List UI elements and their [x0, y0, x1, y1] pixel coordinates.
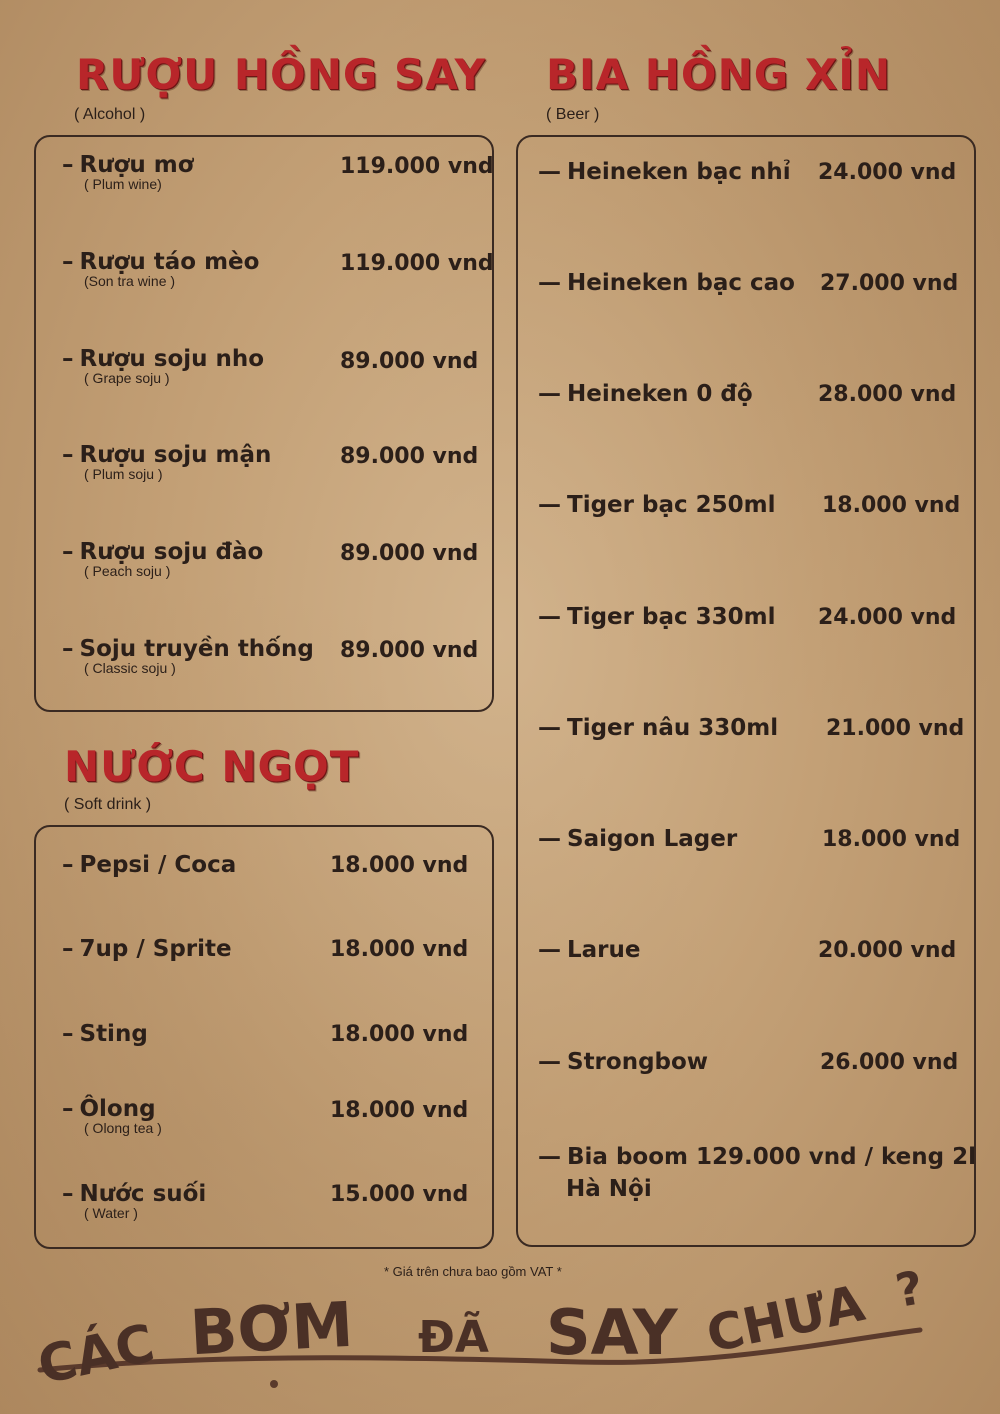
item-name: Soju truyền thống: [79, 636, 314, 662]
beer-subtitle: ( Beer ): [546, 106, 600, 123]
menu-item: — Tiger bạc 330ml: [538, 604, 776, 630]
slogan-word-3: ĐÃ: [418, 1312, 489, 1363]
alcohol-subtitle: ( Alcohol ): [74, 106, 146, 123]
item-price: 119.000 vnd: [340, 251, 494, 276]
menu-item: – Soju truyền thống ( Classic soju ): [62, 636, 314, 676]
item-name: Heineken 0 độ: [567, 381, 753, 407]
item-name: Pepsi / Coca: [79, 852, 237, 878]
item-name: Ôlong: [79, 1096, 156, 1122]
item-name: Nước suối: [79, 1181, 207, 1207]
item-name: Rượu soju nho: [79, 346, 265, 372]
item-price: 24.000 vnd: [818, 160, 957, 185]
menu-item: — Heineken bạc cao: [538, 270, 795, 296]
item-note: ( Olong tea ): [84, 1120, 162, 1136]
item-name: Rượu soju mận: [79, 442, 272, 468]
item-price: 26.000 vnd: [820, 1050, 959, 1075]
item-price: 18.000 vnd: [330, 1098, 469, 1123]
menu-item: – Rượu soju nho ( Grape soju ): [62, 346, 265, 386]
item-note: ( Plum soju ): [84, 466, 163, 482]
slogan-word-4: SAY: [546, 1296, 678, 1369]
item-note: (Son tra wine ): [84, 273, 176, 289]
item-name: Sting: [79, 1021, 148, 1047]
item-price: 18.000 vnd: [822, 827, 961, 852]
item-name: Tiger nâu 330ml: [567, 715, 779, 741]
item-name: Saigon Lager: [567, 826, 738, 852]
item-price: 89.000 vnd: [340, 349, 479, 374]
item-note: ( Classic soju ): [84, 660, 176, 676]
menu-item: – Rượu soju đào ( Peach soju ): [62, 539, 264, 579]
item-price: 21.000 vnd: [826, 716, 965, 741]
item-note: ( Plum wine): [84, 176, 162, 192]
menu-item-bia-boom-line2: [566, 1176, 652, 1202]
menu-item: – Rượu soju mận ( Plum soju ): [62, 442, 272, 482]
item-name: Larue: [567, 937, 641, 963]
item-price: 28.000 vnd: [818, 382, 957, 407]
item-name: Rượu táo mèo: [79, 249, 260, 275]
item-note: ( Water ): [84, 1205, 138, 1221]
menu-item: – Rượu mơ ( Plum wine): [62, 152, 194, 192]
vat-footnote: * Giá trên chưa bao gồm VAT *: [384, 1264, 562, 1279]
item-name: Tiger bạc 250ml: [567, 492, 776, 518]
item-name: Tiger bạc 330ml: [567, 604, 776, 630]
item-price: 20.000 vnd: [818, 938, 957, 963]
item-price: 24.000 vnd: [818, 605, 957, 630]
slogan-question-mark: ?: [891, 1260, 928, 1318]
item-price: 15.000 vnd: [330, 1182, 469, 1207]
item-price: 119.000 vnd: [340, 154, 494, 179]
slogan-word-1: CÁC: [33, 1313, 160, 1397]
soft-drink-title: NƯỚC NGỌT: [64, 742, 360, 791]
item-name: Heineken bạc nhỉ: [567, 159, 791, 185]
menu-item: — Heineken bạc nhỉ: [538, 159, 791, 185]
menu-item: – Sting: [62, 1021, 148, 1047]
item-price: 89.000 vnd: [340, 638, 479, 663]
soft-drink-subtitle: ( Soft drink ): [64, 796, 152, 813]
menu-item: — Larue: [538, 937, 641, 963]
item-note: ( Grape soju ): [84, 370, 170, 386]
menu-item: – 7up / Sprite: [62, 936, 232, 962]
beer-box: [516, 135, 976, 1247]
item-name: Heineken bạc cao: [567, 270, 795, 296]
menu-item: — Saigon Lager: [538, 826, 738, 852]
item-note: ( Peach soju ): [84, 563, 171, 579]
item-name: Strongbow: [567, 1049, 709, 1075]
menu-item: – Nước suối ( Water ): [62, 1181, 207, 1221]
beer-title: BIA HỒNG XỈN: [546, 50, 892, 99]
item-name: Hà Nội: [566, 1176, 652, 1202]
menu-item: — Heineken 0 độ: [538, 381, 753, 407]
alcohol-box: [34, 135, 494, 712]
menu-item: — Strongbow: [538, 1049, 709, 1075]
alcohol-title: RƯỢU HỒNG SAY: [76, 50, 487, 99]
item-price: 18.000 vnd: [330, 853, 469, 878]
menu-item-bia-boom: — Bia boom 129.000 vnd / keng 2l: [538, 1144, 977, 1170]
menu-item: – Rượu táo mèo (Son tra wine ): [62, 249, 260, 289]
item-price: 89.000 vnd: [340, 541, 479, 566]
item-price: 27.000 vnd: [820, 271, 959, 296]
slogan-word-2: BƠM: [188, 1287, 355, 1370]
item-name: Rượu mơ: [79, 152, 194, 178]
item-price: 89.000 vnd: [340, 444, 479, 469]
menu-item: — Tiger bạc 250ml: [538, 492, 776, 518]
item-price: 18.000 vnd: [330, 1022, 469, 1047]
item-name: Bia boom 129.000 vnd / keng 2l: [567, 1144, 977, 1170]
slogan-word-5: CHƯA: [701, 1274, 870, 1364]
menu-item: – Pepsi / Coca: [62, 852, 237, 878]
item-name: 7up / Sprite: [79, 936, 232, 962]
item-price: 18.000 vnd: [330, 937, 469, 962]
item-name: Rượu soju đào: [79, 539, 264, 565]
item-price: 18.000 vnd: [822, 493, 961, 518]
menu-item: – Ôlong ( Olong tea ): [62, 1096, 162, 1136]
menu-item: — Tiger nâu 330ml: [538, 715, 779, 741]
